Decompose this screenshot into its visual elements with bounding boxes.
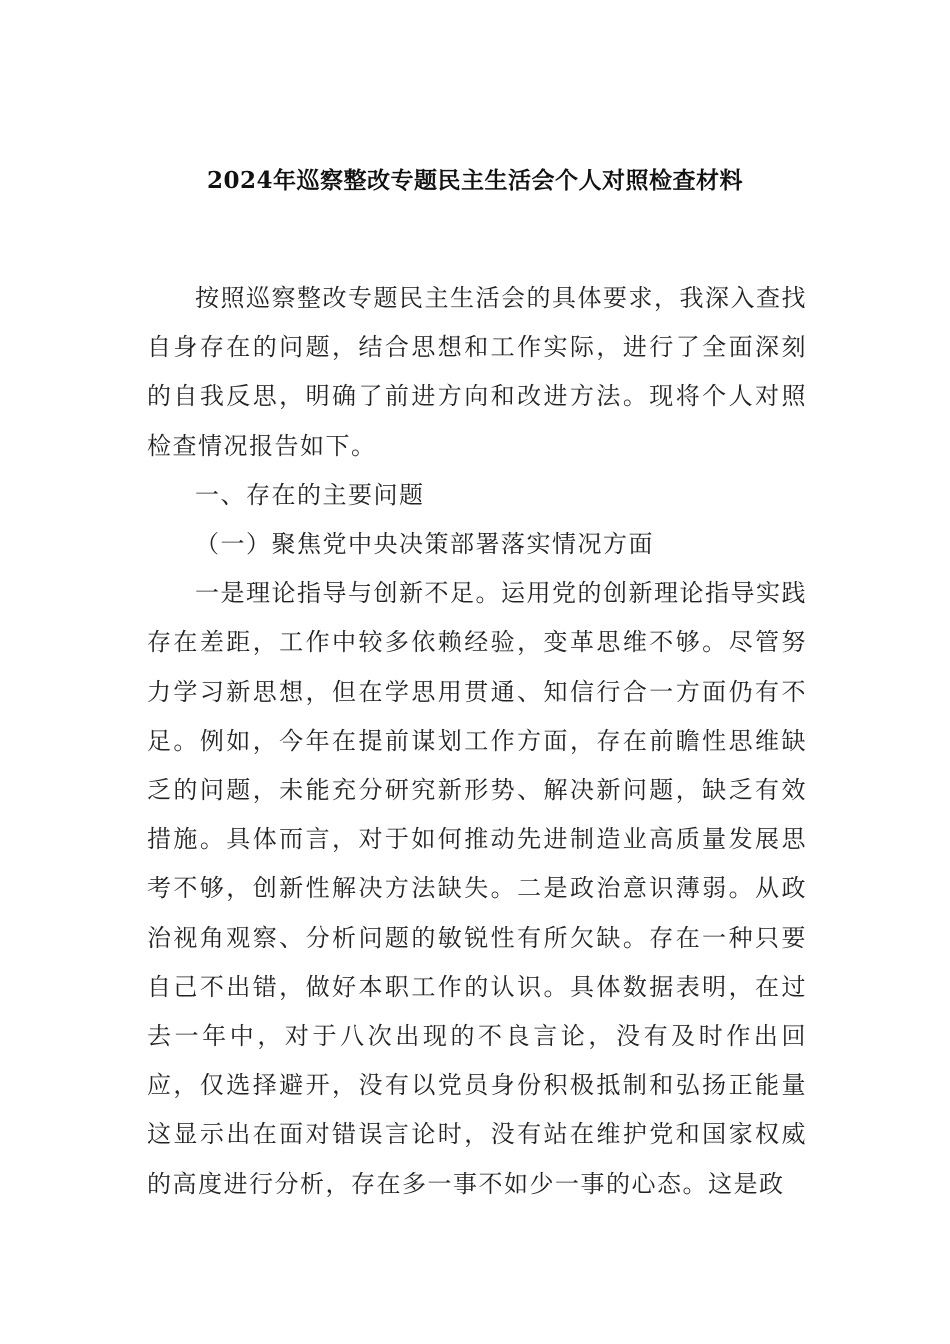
section-heading: 一、存在的主要问题	[195, 480, 425, 509]
document-body	[147, 274, 807, 1209]
intro-paragraph: 按照巡察整改专题民主生活会的具体要求，我深入查找自身存在的问题，结合思想和工作实际，进行了全面深刻的自我反思，明确了前进方向和改进方法。现将个人对照检查情况报告如下。	[147, 284, 807, 460]
body-paragraph: 一是理论指导与创新不足。运用党的创新理论指导实践存在差距，工作中较多依赖经验，变革思维不够。尽管努力学习新思想，但在学思用贯通、知信行合一方面仍有不足。例如，今年在提前谋划工作方面，存在前瞻性思维缺乏的问题，未能充分研究新形势、解决新问题，缺乏有效措施。具体而言，对于如何推动先进制造业高质量发展思考不够，创新性解决方法缺失。二是政治意识薄弱。从政治视角观察、分析问题的敏锐性有所欠缺。存在一种只要自己不出错，做好本职工作的认识。具体数据表明，在过去一年中，对于八次出现的不良言论，没有及时作出回应，仅选择避开，没有以党员身份积极抵制和弘扬正能量这显示出在面对错误言论时，没有站在维护党和国家权威的高度进行分析，存在多一事不如少一事的心态。这是政	[147, 579, 807, 1198]
document-title: 2024年巡察整改专题民主生活会个人对照检查材料	[206, 167, 743, 194]
subsection-heading: （一）聚焦党中央决策部署落实情况方面	[195, 530, 654, 559]
